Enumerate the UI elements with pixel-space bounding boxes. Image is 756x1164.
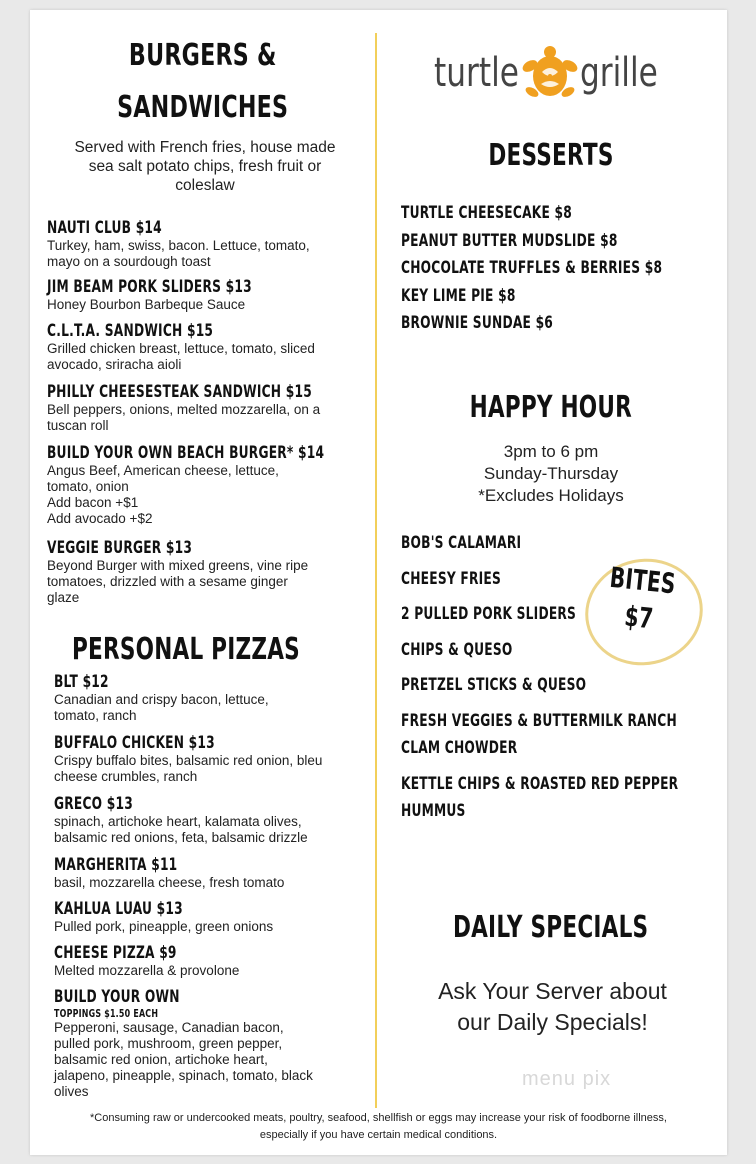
dessert-item: CHOCOLATE TRUFFLES & BERRIES $8	[401, 258, 663, 278]
dessert-item: KEY LIME PIE $8	[401, 285, 516, 306]
menu-item	[54, 672, 269, 724]
specials-text	[380, 976, 725, 1038]
item-title: BUFFALO CHICKEN $13	[54, 733, 215, 753]
desserts-heading-text: DESSERTS	[488, 138, 614, 173]
item-desc: Add avocado +$2	[47, 511, 153, 526]
item-desc: spinach, artichoke heart, kalamata olives,	[54, 814, 302, 829]
item-desc: Bell peppers, onions, melted mozzarella, on a	[47, 402, 321, 417]
item-desc: balsamic red onion, artichoke heart,	[54, 1052, 268, 1067]
brand-logo	[430, 42, 680, 112]
item-desc: cheese crumbles, ranch	[54, 769, 198, 784]
happy-hour-heading-text: HAPPY HOUR	[469, 390, 633, 425]
dessert-item: BROWNIE SUNDAE $6	[401, 313, 554, 333]
item-desc: Pepperoni, sausage, Canadian bacon,	[54, 1020, 284, 1035]
specials-heading	[375, 910, 727, 945]
item-desc: Pulled pork, pineapple, green onions	[54, 919, 274, 934]
brand-name-right: grille	[580, 50, 658, 96]
item-title: KAHLUA LUAU $13	[54, 899, 183, 919]
happy-hour-info	[375, 441, 727, 507]
happy-hour-line: *Excludes Holidays	[478, 486, 624, 505]
desserts-heading	[375, 138, 727, 173]
happy-hour-item: CLAM CHOWDER	[401, 738, 518, 758]
burgers-heading-line1: BURGERS &	[128, 38, 277, 73]
item-desc: tomato, ranch	[54, 708, 137, 723]
happy-hour-item: CHEESY FRIES	[401, 569, 502, 589]
menu-item	[54, 899, 273, 935]
item-desc: Canadian and crispy bacon, lettuce,	[54, 692, 269, 707]
happy-hour-item: 2 PULLED PORK SLIDERS	[401, 604, 577, 624]
burgers-heading-line2: SANDWICHES	[116, 90, 289, 125]
bites-label: BITES	[608, 560, 678, 601]
menu-item	[54, 987, 313, 1100]
happy-hour-item: PRETZEL STICKS & QUESO	[401, 675, 587, 695]
item-desc: Melted mozzarella & provolone	[54, 963, 240, 978]
menu-item	[47, 321, 315, 373]
dessert-item: PEANUT BUTTER MUDSLIDE $8	[401, 230, 618, 251]
item-desc: glaze	[47, 590, 80, 605]
burgers-heading-row2	[30, 90, 375, 125]
happy-hour-line: 3pm to 6 pm	[503, 442, 599, 461]
burgers-heading	[30, 38, 375, 73]
item-desc: olives	[54, 1084, 89, 1099]
item-desc: Crispy buffalo bites, balsamic red onion, bleu	[54, 753, 323, 768]
item-desc: avocado, sriracha aioli	[47, 357, 182, 372]
happy-hour-item: KETTLE CHIPS & ROASTED RED PEPPER	[401, 774, 679, 794]
menu-item	[54, 794, 308, 846]
item-title: BUILD YOUR OWN BEACH BURGER* $14	[47, 443, 325, 463]
specials-line: our Daily Specials!	[457, 1009, 648, 1035]
item-subtitle: TOPPINGS $1.50 EACH	[54, 1007, 159, 1020]
item-desc: Angus Beef, American cheese, lettuce,	[47, 463, 279, 478]
item-title: MARGHERITA $11	[54, 855, 178, 875]
item-desc: basil, mozzarella cheese, fresh tomato	[54, 875, 285, 890]
burgers-intro	[30, 138, 380, 195]
intro-line: coleslaw	[175, 177, 235, 194]
specials-line: Ask Your Server about	[438, 978, 667, 1004]
item-desc: Honey Bourbon Barbeque Sauce	[47, 297, 246, 312]
specials-heading-text: DAILY SPECIALS	[453, 910, 649, 945]
dessert-item: TURTLE CHEESECAKE $8	[401, 203, 572, 223]
pizzas-heading-text: PERSONAL PIZZAS	[72, 632, 300, 667]
menu-item	[47, 218, 310, 270]
bites-price: $7	[623, 599, 655, 636]
column-divider	[375, 33, 377, 1108]
item-desc: Add bacon +$1	[47, 495, 139, 510]
item-title: PHILLY CHEESESTEAK SANDWICH $15	[47, 382, 312, 402]
happy-hour-item: HUMMUS	[401, 801, 466, 821]
footer-disclaimer: especially if you have certain medical conditions.	[259, 1129, 498, 1141]
item-title: VEGGIE BURGER $13	[47, 538, 193, 558]
item-title: BLT $12	[54, 672, 109, 692]
item-desc: jalapeno, pineapple, spinach, tomato, black	[54, 1068, 313, 1083]
footer-disclaimer: *Consuming raw or undercooked meats, poultry, seafood, shellfish or eggs may increase your risk of foodborne illness,	[90, 1112, 667, 1124]
happy-hour-heading	[375, 390, 727, 425]
happy-hour-item: FRESH VEGGIES & BUTTERMILK RANCH	[401, 711, 677, 731]
item-desc: tomatoes, drizzled with a sesame ginger	[47, 574, 288, 589]
item-desc: Grilled chicken breast, lettuce, tomato, sliced	[47, 341, 315, 356]
item-title: CHEESE PIZZA $9	[54, 943, 177, 963]
item-desc: pulled pork, mushroom, green pepper,	[54, 1036, 283, 1051]
menu-page	[30, 10, 727, 1155]
turtle-icon	[522, 44, 578, 104]
item-desc: balsamic red onions, feta, balsamic drizzle	[54, 830, 308, 845]
intro-line: Served with French fries, house made	[74, 139, 336, 156]
watermark: menu pix	[522, 1068, 612, 1090]
menu-item	[47, 277, 332, 313]
menu-item	[54, 733, 322, 785]
item-desc: tomato, onion	[47, 479, 129, 494]
item-title: JIM BEAM PORK SLIDERS $13	[47, 277, 252, 297]
desserts-list	[401, 200, 756, 338]
pizzas-heading	[72, 632, 389, 667]
item-desc: Turkey, ham, swiss, bacon. Lettuce, tomato,	[47, 238, 310, 253]
menu-item	[47, 538, 308, 606]
happy-hour-item: BOB'S CALAMARI	[401, 533, 522, 553]
brand-name-left: turtle	[434, 50, 519, 96]
menu-item	[54, 943, 239, 979]
item-title: NAUTI CLUB $14	[47, 218, 162, 238]
item-title: C.L.T.A. SANDWICH $15	[47, 321, 214, 341]
menu-item	[47, 382, 415, 434]
item-title: GRECO $13	[54, 794, 133, 814]
menu-item	[54, 855, 284, 891]
happy-hour-line: Sunday-Thursday	[483, 464, 619, 483]
bites-badge	[582, 558, 701, 639]
item-desc: Beyond Burger with mixed greens, vine ripe	[47, 558, 309, 573]
happy-hour-item: CHIPS & QUESO	[401, 640, 513, 660]
item-title: BUILD YOUR OWN	[54, 987, 180, 1007]
intro-line: sea salt potato chips, fresh fruit or	[88, 158, 322, 175]
item-desc: mayo on a sourdough toast	[47, 254, 211, 269]
item-desc: tuscan roll	[47, 418, 109, 433]
